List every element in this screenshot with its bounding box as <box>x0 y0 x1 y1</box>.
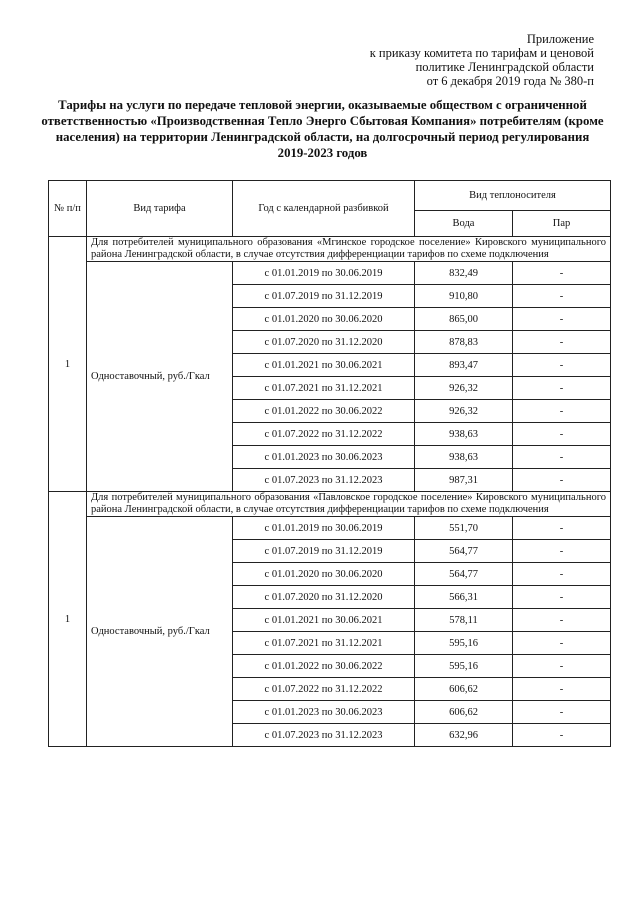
section-description: Для потребителей муниципального образования «Мгинское городское поселение» Кировского муниципального района Ленинградской области, в случае отсутствия дифференциации тарифов по схеме подключения <box>87 237 611 262</box>
water-tariff-cell: 606,62 <box>415 678 513 701</box>
water-tariff-cell: 595,16 <box>415 655 513 678</box>
section-description: Для потребителей муниципального образования «Павловское городское поселение» Кировского муниципального района Ленинградской области, в случае отсутствия дифференциации тарифов по схеме подключения <box>87 492 611 517</box>
water-tariff-cell: 938,63 <box>415 446 513 469</box>
period-cell: с 01.07.2022 по 31.12.2022 <box>233 678 415 701</box>
steam-tariff-cell: - <box>513 655 611 678</box>
steam-tariff-cell: - <box>513 632 611 655</box>
period-cell: с 01.01.2023 по 30.06.2023 <box>233 701 415 724</box>
water-tariff-cell: 926,32 <box>415 400 513 423</box>
water-tariff-cell: 987,31 <box>415 469 513 492</box>
water-tariff-cell: 578,11 <box>415 609 513 632</box>
period-cell: с 01.07.2020 по 31.12.2020 <box>233 586 415 609</box>
section-description-row <box>49 492 611 517</box>
period-cell: с 01.01.2022 по 30.06.2022 <box>233 400 415 423</box>
steam-tariff-cell: - <box>513 423 611 446</box>
period-cell: с 01.07.2023 по 31.12.2023 <box>233 469 415 492</box>
water-tariff-cell: 893,47 <box>415 354 513 377</box>
period-cell: с 01.01.2019 по 30.06.2019 <box>233 517 415 540</box>
tariff-type-cell: Одноставочный, руб./Гкал <box>87 517 233 747</box>
steam-tariff-cell: - <box>513 678 611 701</box>
steam-tariff-cell: - <box>513 446 611 469</box>
water-tariff-cell: 910,80 <box>415 285 513 308</box>
header-steam: Пар <box>513 211 611 237</box>
water-tariff-cell: 865,00 <box>415 308 513 331</box>
steam-tariff-cell: - <box>513 724 611 747</box>
steam-tariff-cell: - <box>513 517 611 540</box>
period-cell: с 01.07.2023 по 31.12.2023 <box>233 724 415 747</box>
document-title: Тарифы на услуги по передаче тепловой энергии, оказываемые обществом с ограниченной ответственностью «Производственная Тепло Энерго Сбытовая Компания» потребителям (кроме населения) на территории Ленинградской области, на долгосрочный период регулирования 2019-2023 годов <box>41 98 604 160</box>
water-tariff-cell: 564,77 <box>415 563 513 586</box>
period-cell: с 01.07.2020 по 31.12.2020 <box>233 331 415 354</box>
water-tariff-cell: 938,63 <box>415 423 513 446</box>
header-water: Вода <box>415 211 513 237</box>
table-body <box>49 237 611 747</box>
section-number: 1 <box>49 237 87 492</box>
period-cell: с 01.07.2021 по 31.12.2021 <box>233 377 415 400</box>
section-description-row <box>49 237 611 262</box>
steam-tariff-cell: - <box>513 331 611 354</box>
appendix-line: от 6 декабря 2019 года № 380-п <box>426 74 594 88</box>
period-cell: с 01.07.2019 по 31.12.2019 <box>233 285 415 308</box>
steam-tariff-cell: - <box>513 262 611 285</box>
steam-tariff-cell: - <box>513 354 611 377</box>
period-cell: с 01.01.2020 по 30.06.2020 <box>233 308 415 331</box>
water-tariff-cell: 832,49 <box>415 262 513 285</box>
period-cell: с 01.01.2019 по 30.06.2019 <box>233 262 415 285</box>
steam-tariff-cell: - <box>513 400 611 423</box>
tariff-type-cell: Одноставочный, руб./Гкал <box>87 262 233 492</box>
period-cell: с 01.07.2019 по 31.12.2019 <box>233 540 415 563</box>
steam-tariff-cell: - <box>513 377 611 400</box>
table-row <box>49 262 611 285</box>
header-tariff-type: Вид тарифа <box>87 181 233 237</box>
tariff-table <box>48 180 611 747</box>
section-number: 1 <box>49 492 87 747</box>
header-num: № п/п <box>49 181 87 237</box>
water-tariff-cell: 566,31 <box>415 586 513 609</box>
period-cell: с 01.01.2020 по 30.06.2020 <box>233 563 415 586</box>
period-cell: с 01.01.2022 по 30.06.2022 <box>233 655 415 678</box>
header-year: Год с календарной разбивкой <box>233 181 415 237</box>
water-tariff-cell: 564,77 <box>415 540 513 563</box>
water-tariff-cell: 606,62 <box>415 701 513 724</box>
header-carrier: Вид теплоносителя <box>415 181 611 211</box>
appendix-block <box>294 32 594 88</box>
period-cell: с 01.01.2021 по 30.06.2021 <box>233 354 415 377</box>
steam-tariff-cell: - <box>513 540 611 563</box>
steam-tariff-cell: - <box>513 469 611 492</box>
water-tariff-cell: 878,83 <box>415 331 513 354</box>
period-cell: с 01.01.2021 по 30.06.2021 <box>233 609 415 632</box>
table-row <box>49 517 611 540</box>
steam-tariff-cell: - <box>513 285 611 308</box>
steam-tariff-cell: - <box>513 701 611 724</box>
water-tariff-cell: 632,96 <box>415 724 513 747</box>
steam-tariff-cell: - <box>513 308 611 331</box>
appendix-line: к приказу комитета по тарифам и ценовой <box>369 46 594 60</box>
water-tariff-cell: 595,16 <box>415 632 513 655</box>
steam-tariff-cell: - <box>513 586 611 609</box>
steam-tariff-cell: - <box>513 609 611 632</box>
steam-tariff-cell: - <box>513 563 611 586</box>
water-tariff-cell: 926,32 <box>415 377 513 400</box>
appendix-line: политике Ленинградской области <box>415 60 594 74</box>
period-cell: с 01.07.2022 по 31.12.2022 <box>233 423 415 446</box>
period-cell: с 01.07.2021 по 31.12.2021 <box>233 632 415 655</box>
period-cell: с 01.01.2023 по 30.06.2023 <box>233 446 415 469</box>
water-tariff-cell: 551,70 <box>415 517 513 540</box>
appendix-line: Приложение <box>526 32 594 46</box>
